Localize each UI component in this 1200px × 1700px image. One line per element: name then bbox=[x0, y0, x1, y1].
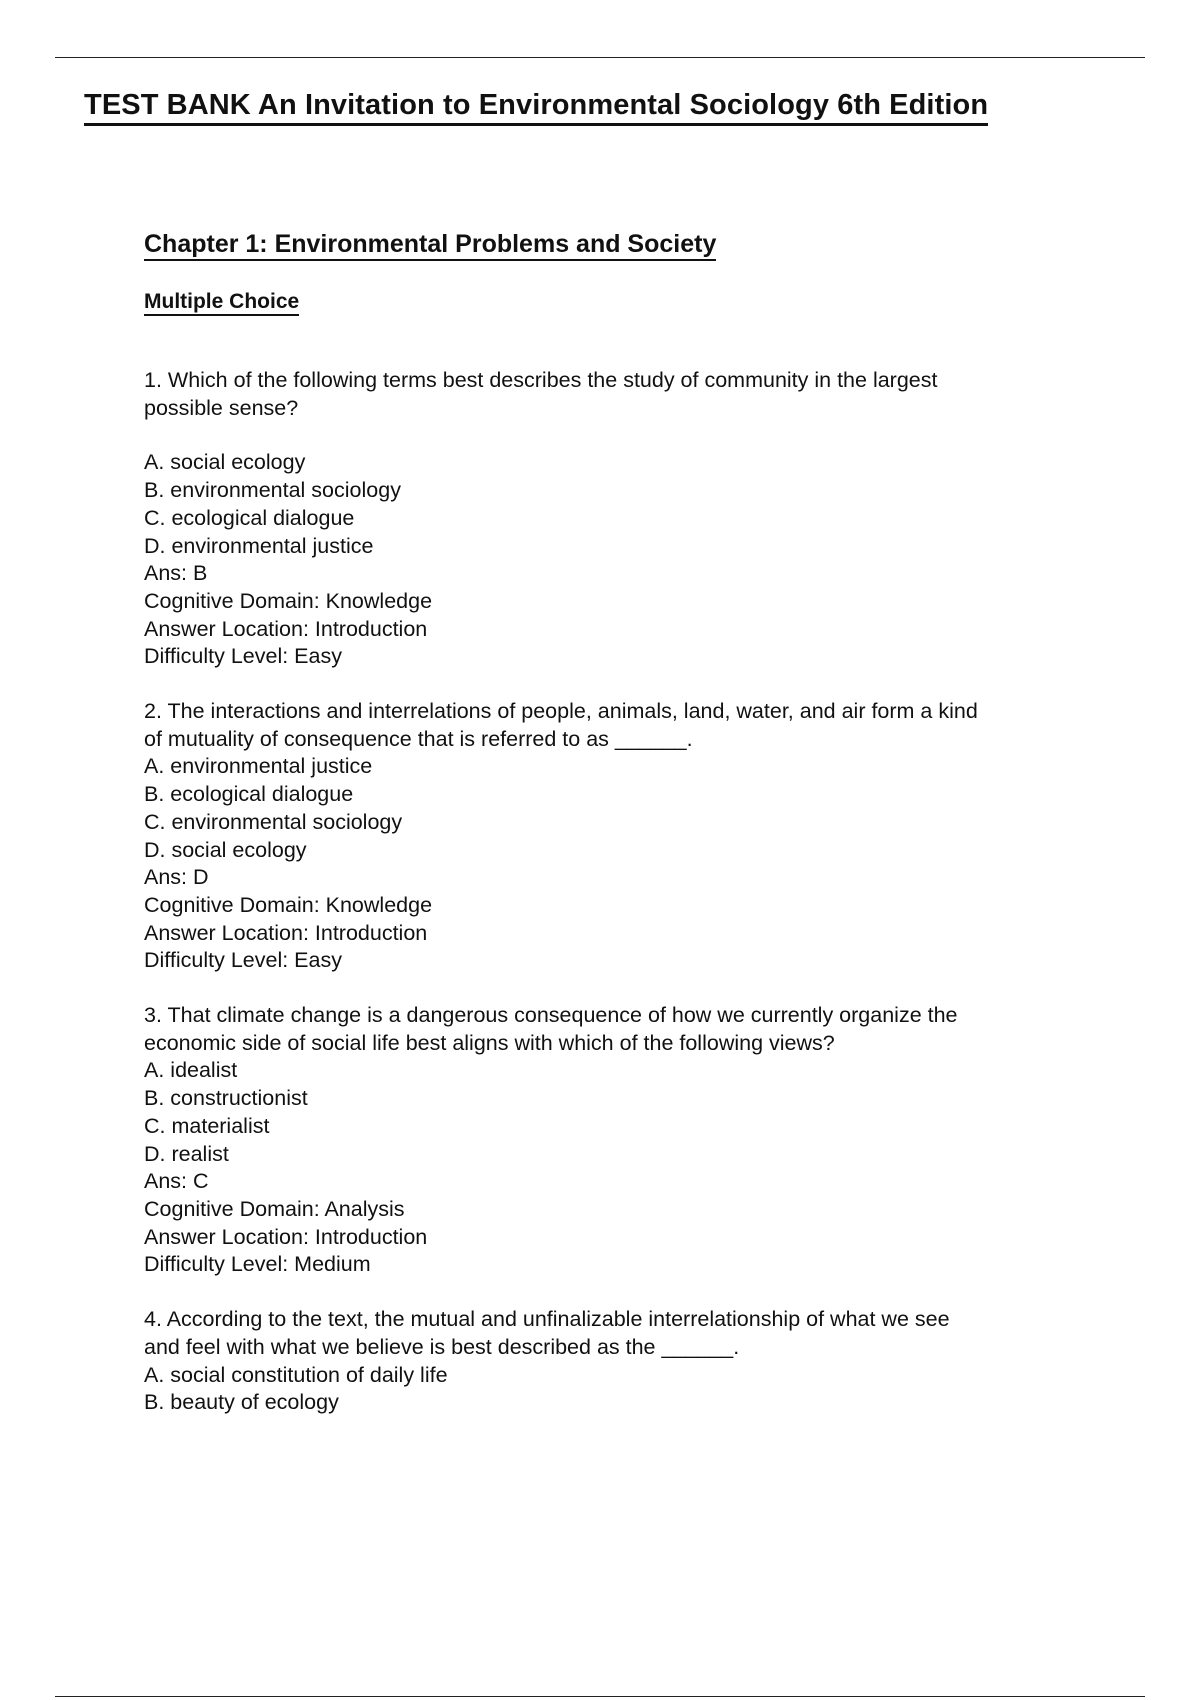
question-stem-line: 1. Which of the following terms best describes the study of community in the largest bbox=[144, 368, 938, 392]
answer-option: C. ecological dialogue bbox=[144, 505, 355, 530]
difficulty-level: Difficulty Level: Easy bbox=[144, 948, 342, 973]
answer-option: D. realist bbox=[144, 1141, 229, 1166]
answer-location: Answer Location: Introduction bbox=[144, 920, 428, 945]
chapter-heading: Chapter 1: Environmental Problems and Society bbox=[144, 229, 716, 261]
question-stem-line: of mutuality of consequence that is referred to as ______. bbox=[144, 726, 693, 751]
cognitive-domain: Cognitive Domain: Analysis bbox=[144, 1196, 405, 1221]
answer-option: A. social ecology bbox=[144, 450, 306, 475]
question-4 bbox=[144, 1306, 1104, 1417]
answer-key: Ans: D bbox=[144, 865, 209, 890]
cognitive-domain: Cognitive Domain: Knowledge bbox=[144, 892, 433, 917]
answer-option: B. beauty of ecology bbox=[144, 1390, 339, 1415]
question-stem-line: and feel with what we believe is best described as the ______. bbox=[144, 1334, 740, 1359]
answer-option: D. social ecology bbox=[144, 837, 307, 862]
question-stem-line: possible sense? bbox=[144, 395, 299, 420]
answer-option: C. environmental sociology bbox=[144, 809, 403, 834]
answer-key: Ans: B bbox=[144, 561, 208, 586]
answer-option: C. materialist bbox=[144, 1113, 270, 1138]
answer-location: Answer Location: Introduction bbox=[144, 1224, 428, 1249]
answer-option: B. ecological dialogue bbox=[144, 782, 354, 807]
answer-location: Answer Location: Introduction bbox=[144, 616, 428, 641]
document-title: TEST BANK An Invitation to Environmental Sociology 6th Edition bbox=[84, 88, 988, 126]
question-3 bbox=[144, 1002, 1104, 1279]
answer-option: D. environmental justice bbox=[144, 533, 374, 558]
bottom-rule bbox=[55, 1696, 1145, 1697]
question-stem-line: 2. The interactions and interrelations of people, animals, land, water, and air form a kind bbox=[144, 699, 978, 724]
answer-option: A. idealist bbox=[144, 1058, 238, 1083]
answer-option: B. constructionist bbox=[144, 1086, 308, 1111]
question-2 bbox=[144, 698, 1104, 975]
answer-option: A. social constitution of daily life bbox=[144, 1362, 448, 1387]
difficulty-level: Difficulty Level: Easy bbox=[144, 644, 342, 669]
top-rule bbox=[55, 57, 1145, 58]
difficulty-level: Difficulty Level: Medium bbox=[144, 1252, 371, 1277]
answer-option: A. environmental justice bbox=[144, 754, 373, 779]
question-stem-line: economic side of social life best aligns with which of the following views? bbox=[144, 1030, 835, 1055]
section-heading: Multiple Choice bbox=[144, 289, 299, 316]
cognitive-domain: Cognitive Domain: Knowledge bbox=[144, 588, 433, 613]
spacer bbox=[144, 422, 1104, 449]
question-stem-line: 4. According to the text, the mutual and unfinalizable interrelationship of what we see bbox=[144, 1307, 950, 1332]
question-1 bbox=[144, 367, 1104, 671]
answer-option: B. environmental sociology bbox=[144, 478, 401, 503]
page-content bbox=[144, 229, 1104, 1417]
answer-key: Ans: C bbox=[144, 1169, 209, 1194]
question-stem-line: 3. That climate change is a dangerous consequence of how we currently organize the bbox=[144, 1003, 958, 1028]
